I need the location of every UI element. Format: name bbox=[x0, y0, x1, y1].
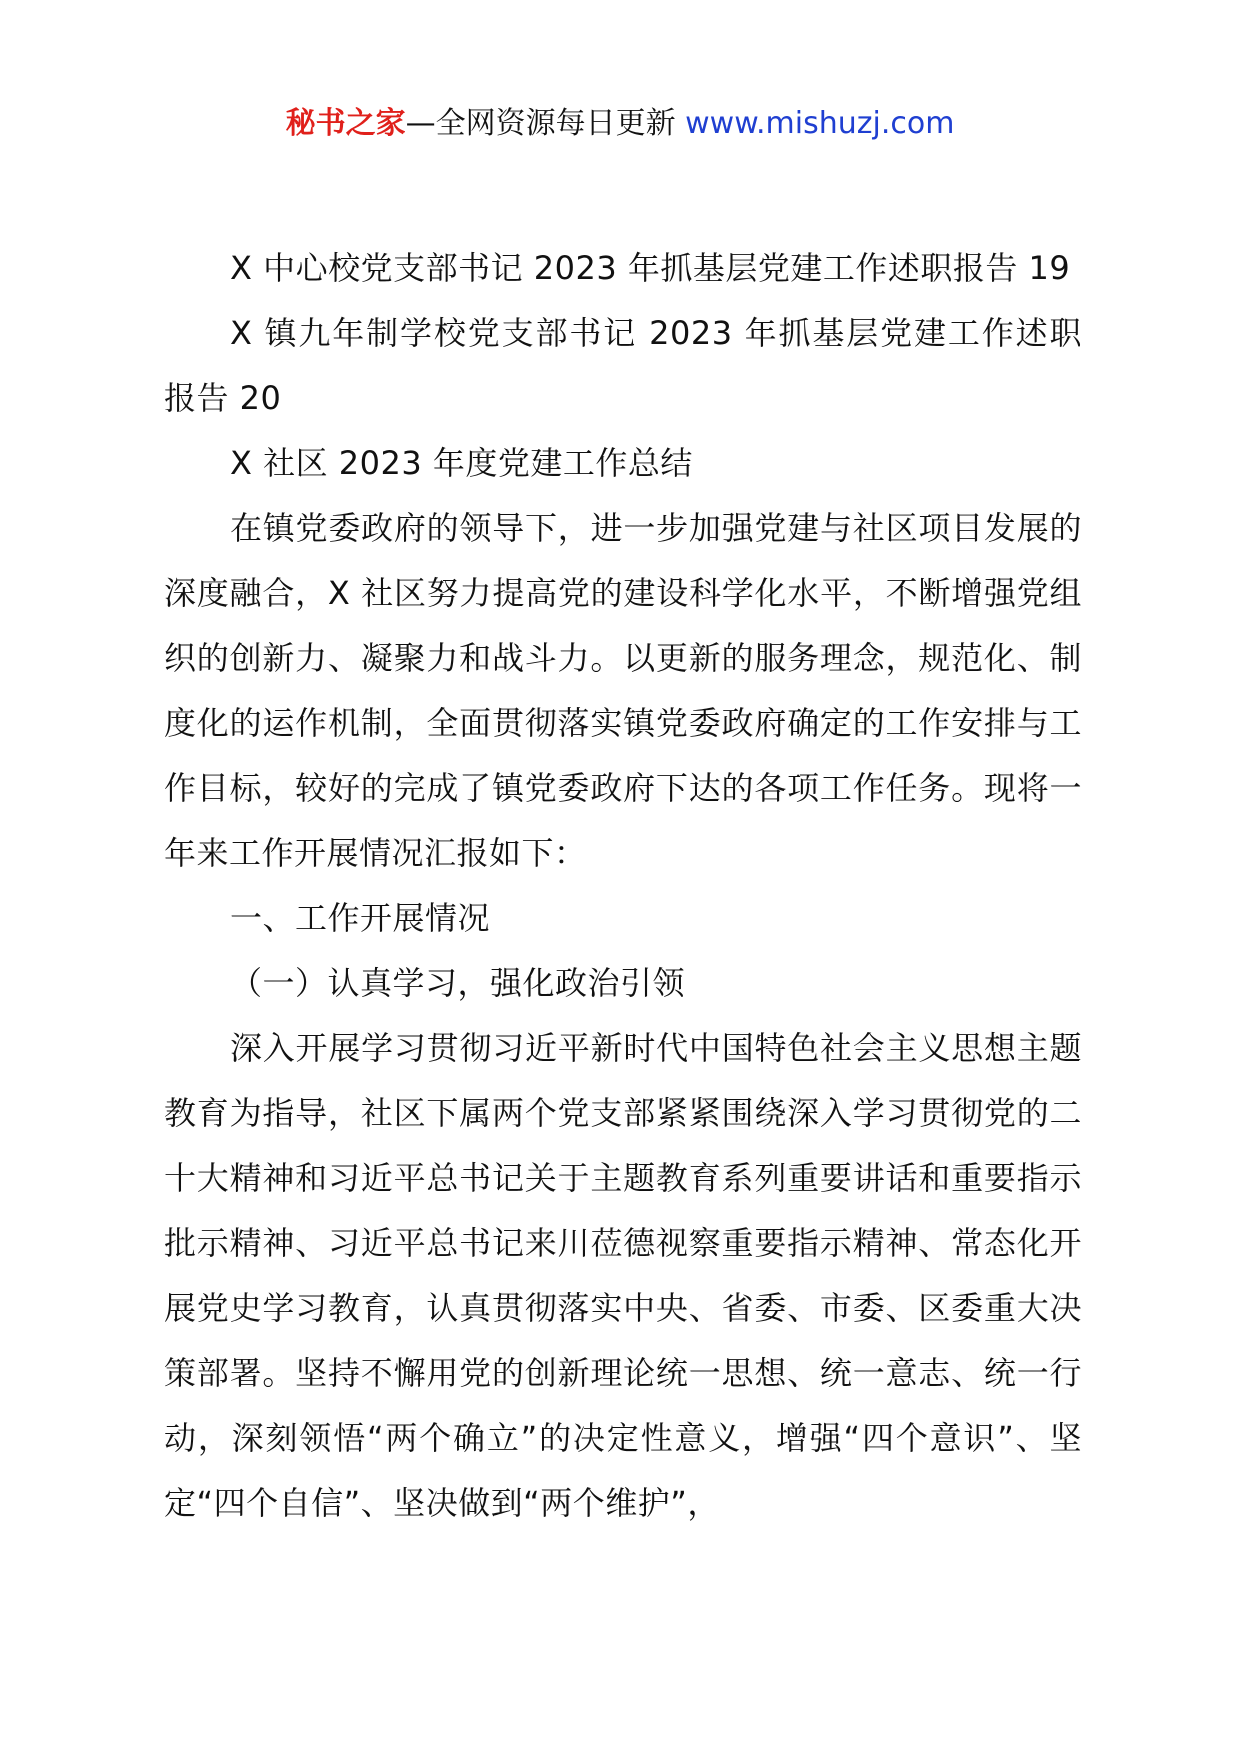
site-slogan: —全网资源每日更新 bbox=[405, 106, 676, 141]
site-url-link[interactable]: www.mishuzj.com bbox=[685, 106, 955, 141]
document-title: X 社区 2023 年度党建工作总结 bbox=[230, 444, 693, 482]
intro-paragraph: 在镇党委政府的领导下，进一步加强党建与社区项目发展的深度融合，X 社区努力提高党的建设科学化水平，不断增强党组织的创新力、凝聚力和战斗力。以更新的服务理念，规范化、制度化的运作机制，全面贯彻落实镇党委政府确定的工作安排与工作目标，较好的完成了镇党委政府下达的各项工作任务。现将一年来工作开展情况汇报如下： bbox=[164, 509, 1082, 872]
body-paragraph-1: 深入开展学习贯彻习近平新时代中国特色社会主义思想主题教育为指导，社区下属两个党支部紧紧围绕深入学习贯彻党的二十大精神和习近平总书记关于主题教育系列重要讲话和重要指示批示精神、习近平总书记来川莅德视察重要指示精神、常态化开展党史学习教育，认真贯彻落实中央、省委、市委、区委重大决策部署。坚持不懈用党的创新理论统一思想、统一意志、统一行动，深刻领悟“两个确立”的决定性意义，增强“四个意识”、坚定“四个自信”、坚决做到“两个维护”， bbox=[164, 1029, 1082, 1522]
toc-item-19: X 中心校党支部书记 2023 年抓基层党建工作述职报告 19 bbox=[230, 249, 1071, 287]
site-header-banner bbox=[0, 104, 1240, 144]
document-body bbox=[164, 236, 1082, 1536]
section-heading-1: 一、工作开展情况 bbox=[230, 899, 491, 937]
toc-item-20: X 镇九年制学校党支部书记 2023 年抓基层党建工作述职报告 20 bbox=[164, 314, 1082, 417]
site-brand: 秘书之家 bbox=[285, 106, 406, 141]
subsection-heading-1: （一）认真学习，强化政治引领 bbox=[230, 964, 686, 1002]
